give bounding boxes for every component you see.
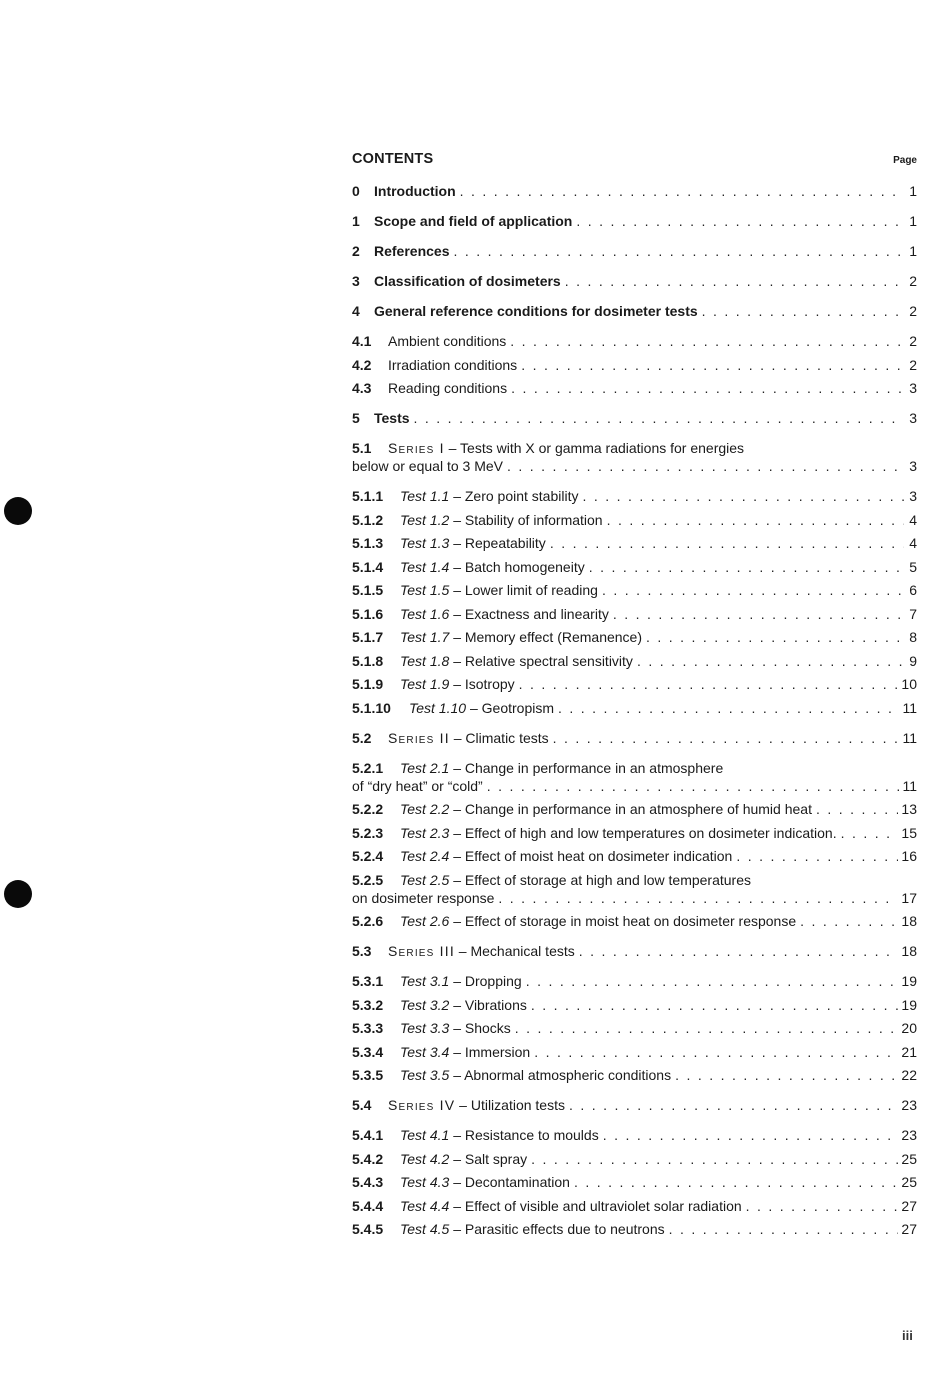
dot-leader	[510, 332, 904, 350]
toc-entry-5-4-2[interactable]: 5.4.2 Test 4.2 – Salt spray . . . 25	[352, 1150, 917, 1168]
toc-entry-5-4-4[interactable]: 5.4.4 Test 4.4 – Effect of visible and ultraviolet solar radiation . . . 27	[352, 1197, 917, 1215]
toc-entry-5-1-5[interactable]: 5.1.5 Test 1.5 – Lower limit of reading . . . 6	[352, 581, 917, 599]
page-number: iii	[902, 1328, 913, 1343]
toc-entry-5-2-1[interactable]: 5.2.1 Test 2.1 – Change in performance in an atmosphere of “dry heat” or “cold” . . . 11	[352, 759, 917, 795]
dot-leader	[414, 409, 904, 427]
toc-entry-introduction[interactable]: 0 Introduction . . . 1	[352, 182, 917, 200]
toc-entry-5-2-2[interactable]: 5.2.2 Test 2.2 – Change in performance in an atmosphere of humid heat . . . 13	[352, 800, 917, 818]
dot-leader	[841, 824, 899, 842]
dot-leader	[534, 1043, 898, 1061]
toc-entry-classification[interactable]: 3 Classification of dosimeters . . . 2	[352, 272, 917, 290]
toc-entry-5-2-6[interactable]: 5.2.6 Test 2.6 – Effect of storage in moist heat on dosimeter response . . . 18	[352, 912, 917, 930]
toc-entry-5-3-3[interactable]: 5.3.3 Test 3.3 – Shocks . . . 20	[352, 1019, 917, 1037]
dot-leader	[637, 652, 904, 670]
dot-leader	[531, 1150, 898, 1168]
toc-entry-4-3[interactable]: 4.3 Reading conditions . . . 3	[352, 379, 917, 397]
toc-entry-scope[interactable]: 1 Scope and field of application . . . 1	[352, 212, 917, 230]
dot-leader	[603, 1126, 899, 1144]
toc-entry-5-4-5[interactable]: 5.4.5 Test 4.5 – Parasitic effects due to neutrons . . . 27	[352, 1220, 917, 1238]
toc-entry-4-2[interactable]: 4.2 Irradiation conditions . . . 2	[352, 356, 917, 374]
punch-hole-bottom	[4, 880, 32, 908]
dot-leader	[460, 182, 904, 200]
toc-entry-5-2-3[interactable]: 5.2.3 Test 2.3 – Effect of high and low temperatures on dosimeter indication. . . . 15	[352, 824, 917, 842]
dot-leader	[569, 1096, 898, 1114]
toc-entry-5-1-6[interactable]: 5.1.6 Test 1.6 – Exactness and linearity . . . 7	[352, 605, 917, 623]
toc-entry-5-1-7[interactable]: 5.1.7 Test 1.7 – Memory effect (Remanence) . . . 8	[352, 628, 917, 646]
toc-entry-5-1[interactable]: 5.1 Series I – Tests with X or gamma radiations for energies below or equal to 3 MeV . . . 3	[352, 439, 917, 475]
dot-leader	[746, 1197, 899, 1215]
toc-entry-tests[interactable]: 5 Tests . . . 3	[352, 409, 917, 427]
toc-header	[352, 150, 917, 170]
toc-entry-5-1-3[interactable]: 5.1.3 Test 1.3 – Repeatability . . . 4	[352, 534, 917, 552]
toc-entry-5-3-4[interactable]: 5.3.4 Test 3.4 – Immersion . . . 21	[352, 1043, 917, 1061]
dot-leader	[550, 534, 904, 552]
toc-entry-5-3-5[interactable]: 5.3.5 Test 3.5 – Abnormal atmospheric conditions . . . 22	[352, 1066, 917, 1084]
dot-leader	[602, 581, 904, 599]
toc-title: CONTENTS	[352, 151, 434, 167]
dot-leader	[702, 302, 904, 320]
toc-entry-5-1-8[interactable]: 5.1.8 Test 1.8 – Relative spectral sensitivity . . . 9	[352, 652, 917, 670]
toc-entry-5-4[interactable]: 5.4 Series IV – Utilization tests . . . 23	[352, 1096, 917, 1114]
dot-leader	[675, 1066, 898, 1084]
dot-leader	[800, 912, 898, 930]
toc-entry-5-2-4[interactable]: 5.2.4 Test 2.4 – Effect of moist heat on dosimeter indication . . . 16	[352, 847, 917, 865]
toc-entry-5-2[interactable]: 5.2 Series II – Climatic tests . . . 11	[352, 729, 917, 747]
toc-entry-5-2-5[interactable]: 5.2.5 Test 2.5 – Effect of storage at high and low temperatures on dosimeter response . . . 17	[352, 871, 917, 907]
toc-entry-5-1-1[interactable]: 5.1.1 Test 1.1 – Zero point stability . . . 3	[352, 487, 917, 505]
dot-leader	[519, 675, 899, 693]
toc-entry-5-1-2[interactable]: 5.1.2 Test 1.2 – Stability of information . . . 4	[352, 511, 917, 529]
toc-entry-5-4-1[interactable]: 5.4.1 Test 4.1 – Resistance to moulds . . . 23	[352, 1126, 917, 1144]
dot-leader	[736, 847, 898, 865]
toc-entry-5-3-2[interactable]: 5.3.2 Test 3.2 – Vibrations . . . 19	[352, 996, 917, 1014]
dot-leader	[526, 972, 899, 990]
dot-leader	[669, 1220, 899, 1238]
toc-page-column-label: Page	[893, 155, 917, 166]
dot-leader	[521, 356, 904, 374]
punch-hole-top	[4, 497, 32, 525]
toc-entry-references[interactable]: 2 References . . . 1	[352, 242, 917, 260]
dot-leader	[607, 511, 904, 529]
toc-entry-general-reference-conditions[interactable]: 4 General reference conditions for dosimeter tests . . . 2	[352, 302, 917, 320]
toc-entry-5-1-9[interactable]: 5.1.9 Test 1.9 – Isotropy . . . 10	[352, 675, 917, 693]
toc-entry-5-1-10[interactable]: 5.1.10 Test 1.10 – Geotropism . . . 11	[352, 699, 917, 717]
dot-leader	[454, 242, 905, 260]
dot-leader	[511, 379, 904, 397]
toc-entry-5-3-1[interactable]: 5.3.1 Test 3.1 – Dropping . . . 19	[352, 972, 917, 990]
dot-leader	[582, 487, 904, 505]
dot-leader	[531, 996, 899, 1014]
toc-entry-5-1-4[interactable]: 5.1.4 Test 1.4 – Batch homogeneity . . . 5	[352, 558, 917, 576]
dot-leader	[507, 457, 904, 475]
dot-leader	[574, 1173, 898, 1191]
dot-leader	[579, 942, 899, 960]
toc-entry-5-4-3[interactable]: 5.4.3 Test 4.3 – Decontamination . . . 25	[352, 1173, 917, 1191]
dot-leader	[515, 1019, 899, 1037]
toc-entry-4-1[interactable]: 4.1 Ambient conditions . . . 2	[352, 332, 917, 350]
dot-leader	[498, 889, 898, 907]
dot-leader	[553, 729, 900, 747]
dot-leader	[487, 777, 900, 795]
dot-leader	[576, 212, 904, 230]
table-of-contents	[352, 150, 917, 1238]
dot-leader	[816, 800, 898, 818]
dot-leader	[558, 699, 899, 717]
dot-leader	[565, 272, 904, 290]
dot-leader	[589, 558, 904, 576]
dot-leader	[646, 628, 904, 646]
dot-leader	[613, 605, 904, 623]
toc-entry-5-3[interactable]: 5.3 Series III – Mechanical tests . . . 18	[352, 942, 917, 960]
